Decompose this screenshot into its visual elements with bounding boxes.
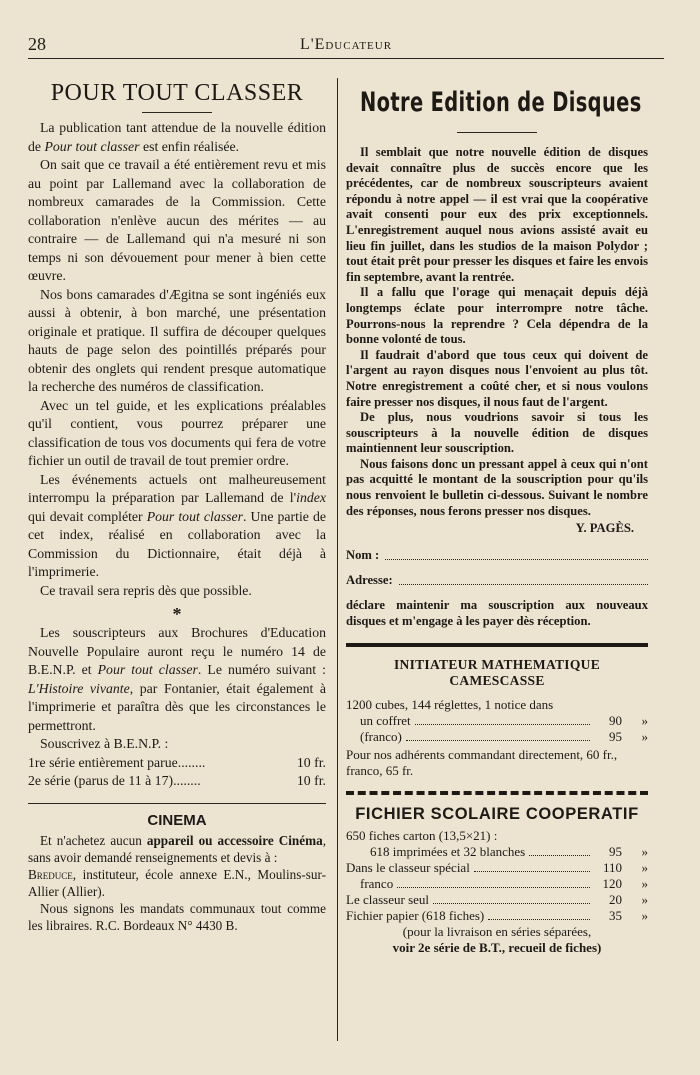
price-row [346, 713, 648, 729]
item-label: un coffret [360, 713, 411, 729]
item-price: 35 [609, 908, 622, 924]
paragraph-2: On sait que ce travail a été entièrement revu et mis au point par Lallemand avec la collaboration de nombreux camarades de la Commission. Cette collaboration n'enlève aucun des mérites — au contraire — de Lallemand qui n'a mesuré ni son temps ni son dévouement pour mener à bien cette œuvre. [28, 157, 326, 283]
text-run: La publication tant attendue de la nouvelle édition de [28, 120, 326, 154]
text-run: . Le numéro suivant : [197, 662, 326, 677]
item-currency: » [641, 729, 648, 745]
item-label: Le classeur seul [346, 892, 430, 908]
journal-title [28, 36, 664, 54]
item-currency: » [641, 844, 648, 860]
right-column [346, 78, 648, 956]
cinema-section [28, 832, 326, 934]
dot-leader [433, 903, 590, 904]
running-header [28, 32, 664, 59]
paragraph-3: Nos bons camarades d'Ægitna se sont ingéniés eux aussi à obtenir, à bon marché, une présentation originale et pratique. Il suffira de découper quelques hauts de page selon des pointillés préparés pour obtenir des onglets qui rendent presque automatique la recherche des numéros de classification. [28, 286, 326, 394]
dot-leader [406, 740, 590, 741]
text-run: . Une partie de cet index, réalisé en collaboration avec la Commission du Dictionnaire, était déjà à l'imprimerie. [28, 508, 326, 579]
italic-title: Pour tout classer [44, 138, 140, 154]
series-line-2 [28, 772, 326, 791]
section-separator [28, 803, 326, 804]
initiateur-title-1: INITIATEUR MATHEMATIQUE [393, 657, 601, 673]
item-price: 20 [609, 892, 622, 908]
price-row [346, 860, 648, 876]
fichier-pricelist [346, 828, 648, 956]
series-price: 10 fr. [296, 754, 326, 770]
item-label: 618 imprimées et 32 blanches [370, 844, 526, 860]
item-label: (franco) [360, 729, 402, 745]
fichier-note-1: (pour la livraison en séries séparées, [402, 924, 592, 940]
article-title-pour-tout-classer: POUR TOUT CLASSER [50, 80, 304, 106]
text-run: est enfin réalisée. [139, 138, 240, 154]
item-label: Dans le classeur spécial [346, 860, 470, 876]
dot-leader [415, 724, 590, 725]
item-currency: » [641, 908, 648, 924]
text-run: , sans avoir demandé renseignements et devis à : [28, 833, 326, 865]
fichier-note-2: voir 2e série de B.T., recueil de fiches) [392, 940, 602, 956]
article-title-disques: Notre Edition de Disques [360, 87, 642, 118]
adresse-dotted-line[interactable] [399, 573, 648, 585]
cinema-paragraph-1 [28, 832, 326, 866]
disques-paragraph-2: Il a fallu que l'orage qui menaçait depuis déjà longtemps éclate pour interrompre notre tâche. Pourrons-nous la reprendre ? Cela dépendra de la bonne volonté de tous. [346, 285, 648, 347]
text-run: Les souscripteurs aux Brochures d'Education Nouvelle Populaire auront reçu le numéro 14 de B.E.N.P. et [28, 625, 326, 677]
title-rule [142, 112, 212, 113]
series-price: 10 fr. [296, 773, 326, 788]
series-line-1 [28, 754, 326, 773]
paragraph-8: Souscrivez à B.E.N.P. : [40, 736, 169, 751]
item-price: 95 [609, 729, 622, 745]
item-label: franco [360, 876, 394, 892]
address-name: Breduce [28, 867, 73, 882]
dot-leader [488, 919, 590, 920]
item-label: Fichier papier (618 fiches) [346, 908, 485, 924]
column-divider [337, 78, 338, 1041]
series-label: 2e série (parus de 11 à 17)........ [28, 773, 201, 788]
bold-run: appareil ou accessoire Cinéma [146, 833, 323, 848]
nom-dotted-line[interactable] [385, 548, 648, 560]
disques-paragraph-3: Il faudrait d'abord que tous ceux qui doivent de l'argent au rayon disques nous l'envoient au plus tôt. Notre enregistrement a coûté cher, et si nous voulons faire presser nos disques, il nous faut de l'argent. [346, 347, 648, 409]
address-rest: , instituteur, école annexe E.N., Moulins-sur-Allier (Allier). [28, 867, 326, 899]
item-currency: » [641, 713, 648, 729]
price-row [346, 892, 648, 908]
initiateur-title-2: CAMESCASSE [449, 673, 545, 689]
paragraph-6: Ce travail sera repris dès que possible. [40, 582, 252, 598]
disques-paragraph-5: Nous faisons donc un pressant appel à ceux qui n'ont pas acquitté le montant de la souscription pour qu'ils nous renvoient le bulletin ci-dessous. Suivant le nombre des réponses, nous ferons presser nos disques. [346, 456, 648, 518]
declaration-text: déclare maintenir ma souscription aux nouveaux disques et m'engage à les payer dès réception. [346, 598, 648, 628]
dot-leader [529, 855, 590, 856]
text-run: qui devait compléter [28, 508, 147, 524]
initiateur-line: 1200 cubes, 144 réglettes, 1 notice dans [346, 697, 554, 713]
disques-paragraph-4: De plus, nous voudrions savoir si tous les souscripteurs à la nouvelle édition de disques maintiennent leur souscription. [346, 410, 648, 456]
title-rule [457, 132, 537, 133]
item-currency: » [641, 860, 648, 876]
text-run: Et n'achetez aucun [40, 833, 147, 848]
italic-title: Pour tout classer [146, 508, 243, 524]
signature: Y. PAGÈS. [575, 521, 634, 536]
item-currency: » [641, 892, 648, 908]
cinema-paragraph-2: Nous signons les mandats communaux tout comme les libraires. R.C. Bordeaux N° 4430 B. [28, 901, 326, 933]
dashed-separator [346, 791, 648, 795]
nom-label: Nom : [346, 548, 380, 563]
series-label: 1re série entièrement parue........ [28, 754, 206, 770]
cinema-heading: CINEMA [147, 811, 207, 829]
nom-field[interactable] [346, 548, 648, 563]
initiateur-pricelist [346, 697, 648, 779]
dot-leader [397, 887, 590, 888]
initiateur-note: Pour nos adhérents commandant directement, 60 fr., franco, 65 fr. [346, 747, 618, 779]
fichier-title: FICHIER SCOLAIRE COOPERATIF [355, 805, 639, 824]
item-currency: » [641, 876, 648, 892]
cinema-address [28, 866, 326, 900]
price-row [346, 729, 648, 745]
section-asterisk: * [172, 604, 182, 624]
item-price: 95 [609, 844, 622, 860]
item-price: 90 [609, 713, 622, 729]
price-row [346, 876, 648, 892]
price-row [346, 908, 648, 924]
text-run: Les événements actuels ont malheureusement interrompu la préparation par Lallemand de l' [28, 471, 326, 505]
left-column [28, 78, 326, 934]
disques-article [346, 145, 648, 519]
price-row [346, 844, 648, 860]
thick-separator [346, 643, 648, 647]
paragraph-5 [28, 471, 326, 582]
disques-paragraph-1: Il semblait que notre nouvelle édition de disques devait connaître plus de succès encore que les précédentes, car de nombreux souscripteurs avaient répondu à notre appel — il est vrai que la coopérative avait consenti pour eux des prix exceptionnels. L'enregistrement auquel nous avions assisté avait eu lieu fin juillet, dans les studios de la maison Polydor ; tout était prêt pour presser les disques et faire les envois fin septembre, avant la rentrée. [346, 145, 648, 284]
item-price: 120 [602, 876, 622, 892]
adresse-field[interactable] [346, 573, 648, 588]
paragraph-4: Avec un tel guide, et les explications préalables qu'il contient, vous pourrez préparer une classification de tous vos documents qui fera de votre fichier un outil de travail de tout premier ordre. [28, 397, 326, 468]
item-price: 110 [602, 860, 622, 876]
paragraph-7 [28, 624, 326, 735]
adresse-label: Adresse: [346, 573, 393, 588]
italic-title: L'Histoire vivante [28, 680, 130, 696]
fichier-line: 650 fiches carton (13,5×21) : [346, 828, 498, 844]
journal-title-text: L'Educateur [299, 36, 393, 53]
italic-word: index [296, 490, 326, 505]
page-number: 28 [28, 34, 46, 54]
paragraph-1 [28, 119, 326, 156]
text-run: , par Fontanier, était également à l'imprimerie et paraîtra dès que les circonstances le permettront. [28, 680, 326, 733]
italic-title: Pour tout classer [97, 662, 198, 677]
dot-leader [474, 871, 590, 872]
